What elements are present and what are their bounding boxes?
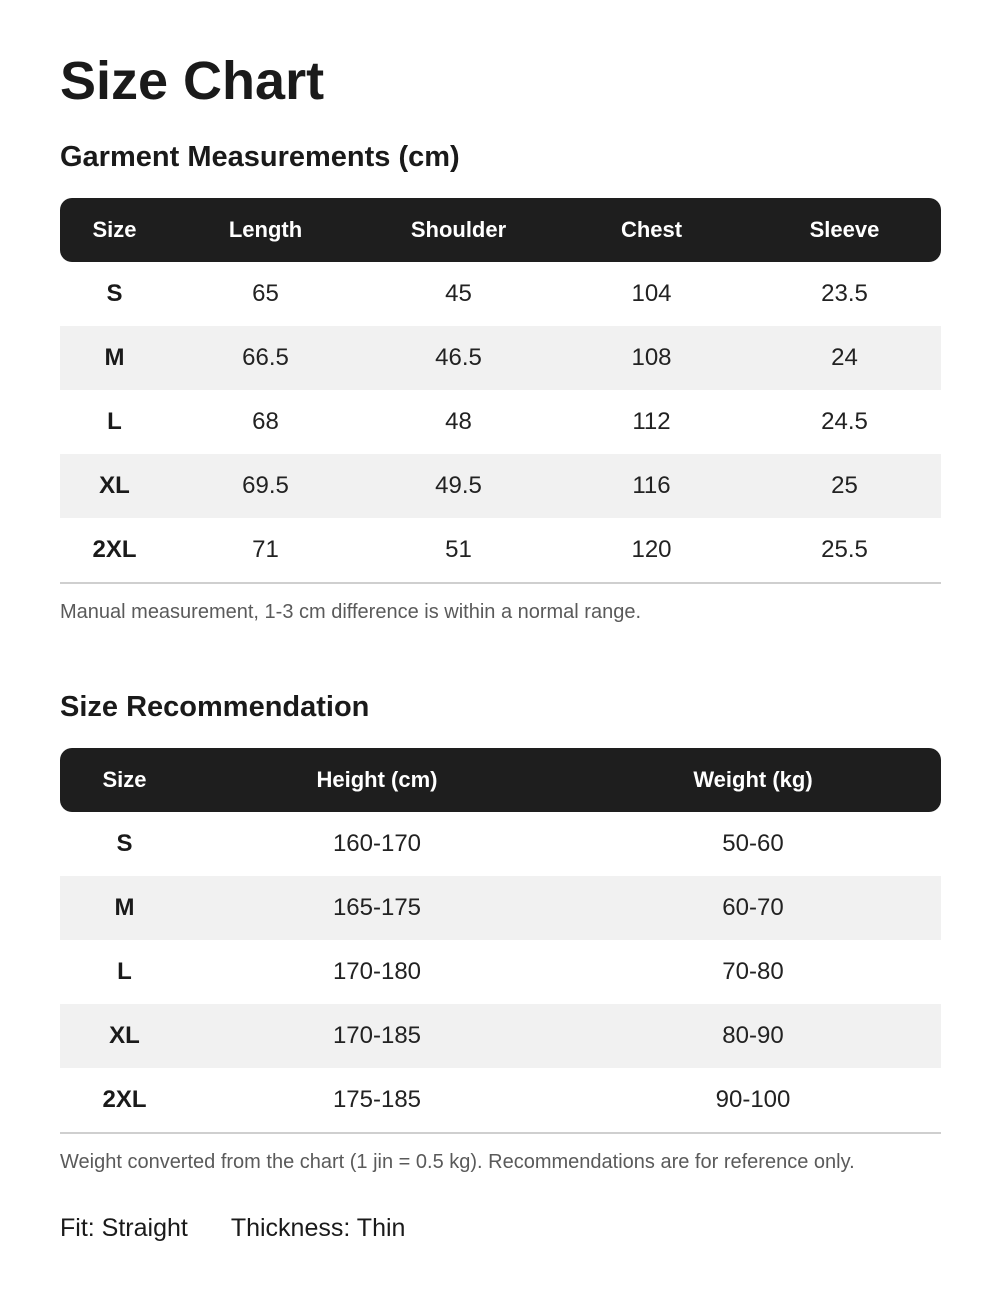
garment-section-title: Garment Measurements (cm) xyxy=(60,141,460,173)
table-row xyxy=(60,518,941,584)
garment-measurements-table xyxy=(60,198,941,584)
table-row xyxy=(60,454,941,518)
column-header-size: Size xyxy=(60,748,189,812)
column-header-size: Size xyxy=(60,198,169,262)
table-row xyxy=(60,262,941,326)
shoulder-cell: 49.5 xyxy=(362,454,555,518)
weight-cell: 80-90 xyxy=(565,1004,941,1068)
weight-cell: 90-100 xyxy=(565,1068,941,1134)
table-row xyxy=(60,812,941,876)
length-cell: 66.5 xyxy=(169,326,362,390)
column-header-sleeve: Sleeve xyxy=(748,198,941,262)
length-cell: 71 xyxy=(169,518,362,584)
table-row xyxy=(60,390,941,454)
sleeve-cell: 25 xyxy=(748,454,941,518)
table-row xyxy=(60,940,941,1004)
column-header-chest: Chest xyxy=(555,198,748,262)
table-row xyxy=(60,1068,941,1134)
size-cell: XL xyxy=(60,1004,189,1068)
length-cell: 65 xyxy=(252,280,279,307)
chest-cell: 104 xyxy=(631,280,672,307)
shoulder-cell: 48 xyxy=(445,408,472,435)
recommendation-note: Weight converted from the chart (1 jin = 0.5 kg). Recommendations are for reference only. xyxy=(60,1151,855,1173)
column-header-height: Height (cm) xyxy=(189,748,565,812)
size-cell: L xyxy=(107,408,122,435)
sleeve-cell: 24 xyxy=(748,326,941,390)
table-header-row xyxy=(60,198,941,262)
shoulder-cell: 51 xyxy=(362,518,555,584)
column-header-length: Length xyxy=(169,198,362,262)
thickness-attribute: Thickness: Thin xyxy=(230,1214,406,1242)
garment-measurement-note: Manual measurement, 1-3 cm difference is within a normal range. xyxy=(60,601,642,623)
size-recommendation-table xyxy=(60,748,941,1134)
height-cell: 165-175 xyxy=(189,876,565,940)
shoulder-cell: 46.5 xyxy=(362,326,555,390)
chest-cell: 120 xyxy=(555,518,748,584)
height-cell: 160-170 xyxy=(332,830,422,857)
size-cell: XL xyxy=(60,454,169,518)
column-header-shoulder: Shoulder xyxy=(362,198,555,262)
page-title: Size Chart xyxy=(60,51,325,111)
size-cell: M xyxy=(60,326,169,390)
recommendation-section-title: Size Recommendation xyxy=(60,691,370,723)
product-attributes xyxy=(60,1212,405,1244)
sleeve-cell: 25.5 xyxy=(748,518,941,584)
size-cell: S xyxy=(116,830,133,857)
size-cell: L xyxy=(117,958,132,985)
sleeve-cell: 23.5 xyxy=(821,280,868,307)
size-cell: 2XL xyxy=(60,518,169,584)
size-cell: M xyxy=(60,876,189,940)
shoulder-cell: 45 xyxy=(445,280,472,307)
weight-cell: 50-60 xyxy=(722,830,784,857)
height-cell: 170-185 xyxy=(189,1004,565,1068)
table-header-row xyxy=(60,748,941,812)
column-header-weight: Weight (kg) xyxy=(565,748,941,812)
size-cell: S xyxy=(106,280,123,307)
chest-cell: 108 xyxy=(555,326,748,390)
sleeve-cell: 24.5 xyxy=(821,408,868,435)
height-cell: 170-180 xyxy=(332,958,422,985)
chest-cell: 112 xyxy=(632,408,671,435)
length-cell: 69.5 xyxy=(169,454,362,518)
table-row xyxy=(60,876,941,940)
fit-attribute: Fit: Straight xyxy=(60,1214,188,1242)
weight-cell: 60-70 xyxy=(565,876,941,940)
chest-cell: 116 xyxy=(555,454,748,518)
height-cell: 175-185 xyxy=(189,1068,565,1134)
weight-cell: 70-80 xyxy=(722,958,784,985)
table-row xyxy=(60,326,941,390)
table-row xyxy=(60,1004,941,1068)
length-cell: 68 xyxy=(252,408,279,435)
size-cell: 2XL xyxy=(60,1068,189,1134)
